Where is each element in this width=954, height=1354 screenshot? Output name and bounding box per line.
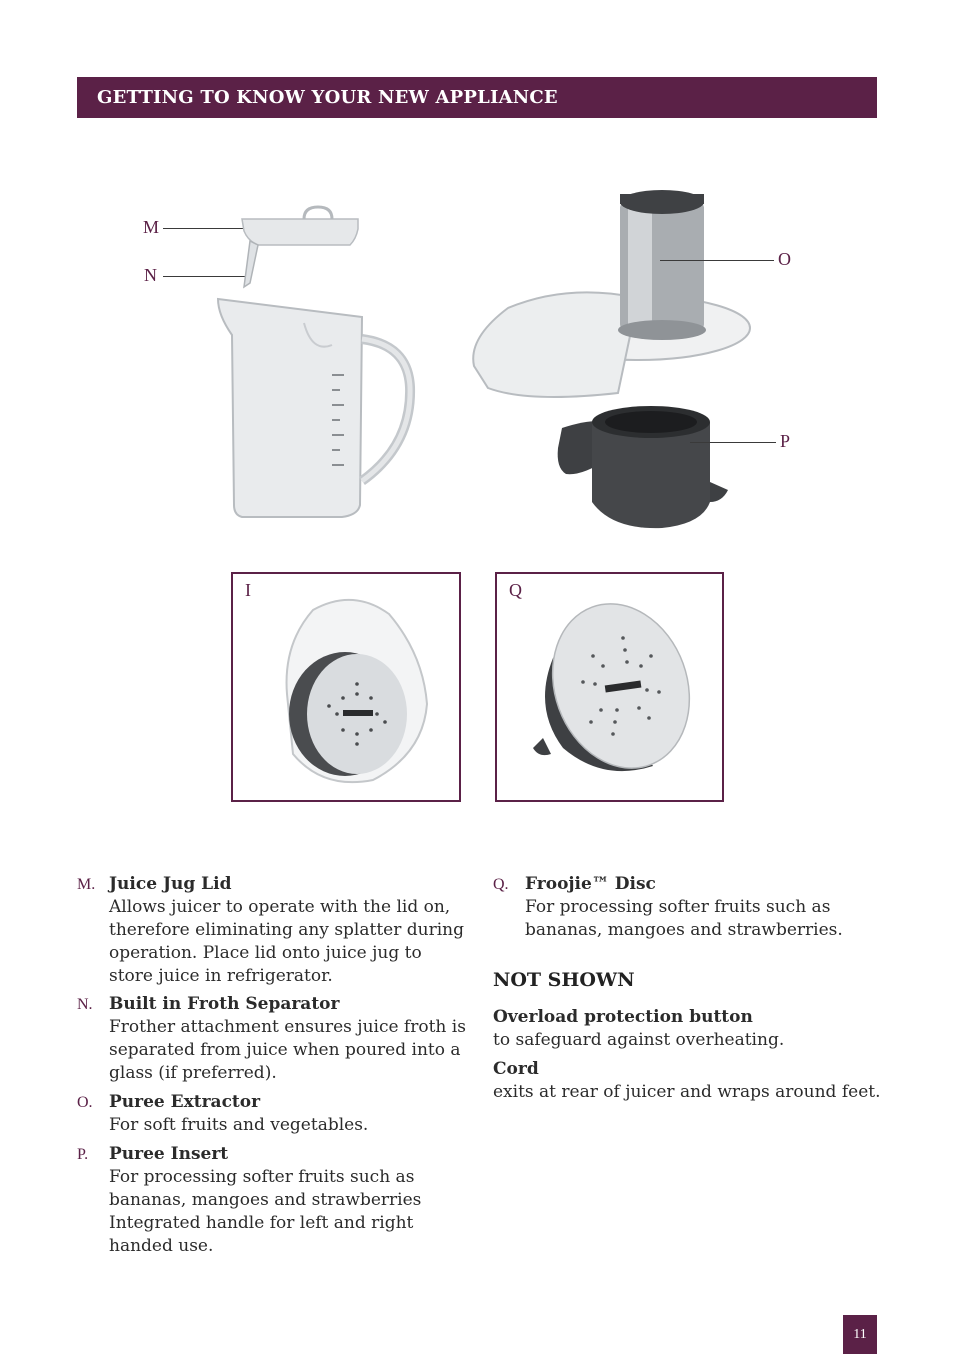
item-description: For soft fruits and vegetables. [109, 1115, 369, 1135]
item-key: Q. [493, 876, 509, 893]
item-description: For processing softer fruits such as bananas, mangoes and strawberries. [525, 897, 843, 940]
not-shown-item-title: Cord [493, 1059, 539, 1079]
not-shown-item-title: Overload protection button [493, 1007, 753, 1027]
section-title: GETTING TO KNOW YOUR NEW APPLIANCE [97, 87, 558, 108]
image-frame-q [495, 572, 724, 802]
leader-line-o [660, 260, 774, 261]
callout-m: M [143, 217, 160, 237]
not-shown-heading: NOT SHOWN [493, 969, 635, 991]
section-header [77, 77, 877, 118]
leader-line-p [690, 442, 776, 443]
filter-basket-image [273, 594, 433, 790]
item-description: Frother attachment ensures juice froth is separated from juice when poured into a glass (if preferred). [109, 1017, 466, 1083]
juice-jug-lid-image [238, 205, 364, 295]
not-shown-item-cord [493, 1058, 893, 1104]
item-title: Built in Froth Separator [109, 994, 340, 1014]
item-title: Froojie™ Disc [525, 874, 656, 894]
item-title: Juice Jug Lid [109, 874, 232, 894]
item-key: N. [77, 996, 93, 1013]
froojie-disc-image [533, 598, 693, 778]
not-shown-item-description: to safeguard against overheating. [493, 1030, 785, 1050]
item-title: Puree Extractor [109, 1092, 261, 1112]
callout-p: P [780, 431, 791, 451]
frame-label-i: I [245, 580, 251, 600]
item-key: M. [77, 876, 96, 893]
frame-label-q: Q [509, 580, 522, 600]
not-shown-item-overload [493, 1006, 893, 1052]
item-key: P. [77, 1146, 89, 1163]
item-key: O. [77, 1094, 93, 1111]
page-number: 11 [843, 1315, 877, 1354]
item-description: For processing softer fruits such as bananas, mangoes and strawberries Integrated handle for left and right handed use. [109, 1167, 422, 1256]
leader-line-n [163, 276, 245, 277]
item-description: Allows juicer to operate with the lid on, therefore eliminating any splatter during operation. Place lid onto juice jug to store juice in refrigerator. [109, 897, 464, 986]
not-shown-item-description: exits at rear of juicer and wraps around feet. [493, 1082, 881, 1102]
puree-extractor-image [468, 188, 754, 403]
juice-jug-image [212, 295, 416, 521]
puree-insert-image [552, 398, 728, 530]
callout-o: O [778, 249, 791, 269]
image-frame-i [231, 572, 461, 802]
callout-n: N [144, 265, 157, 285]
item-title: Puree Insert [109, 1144, 229, 1164]
